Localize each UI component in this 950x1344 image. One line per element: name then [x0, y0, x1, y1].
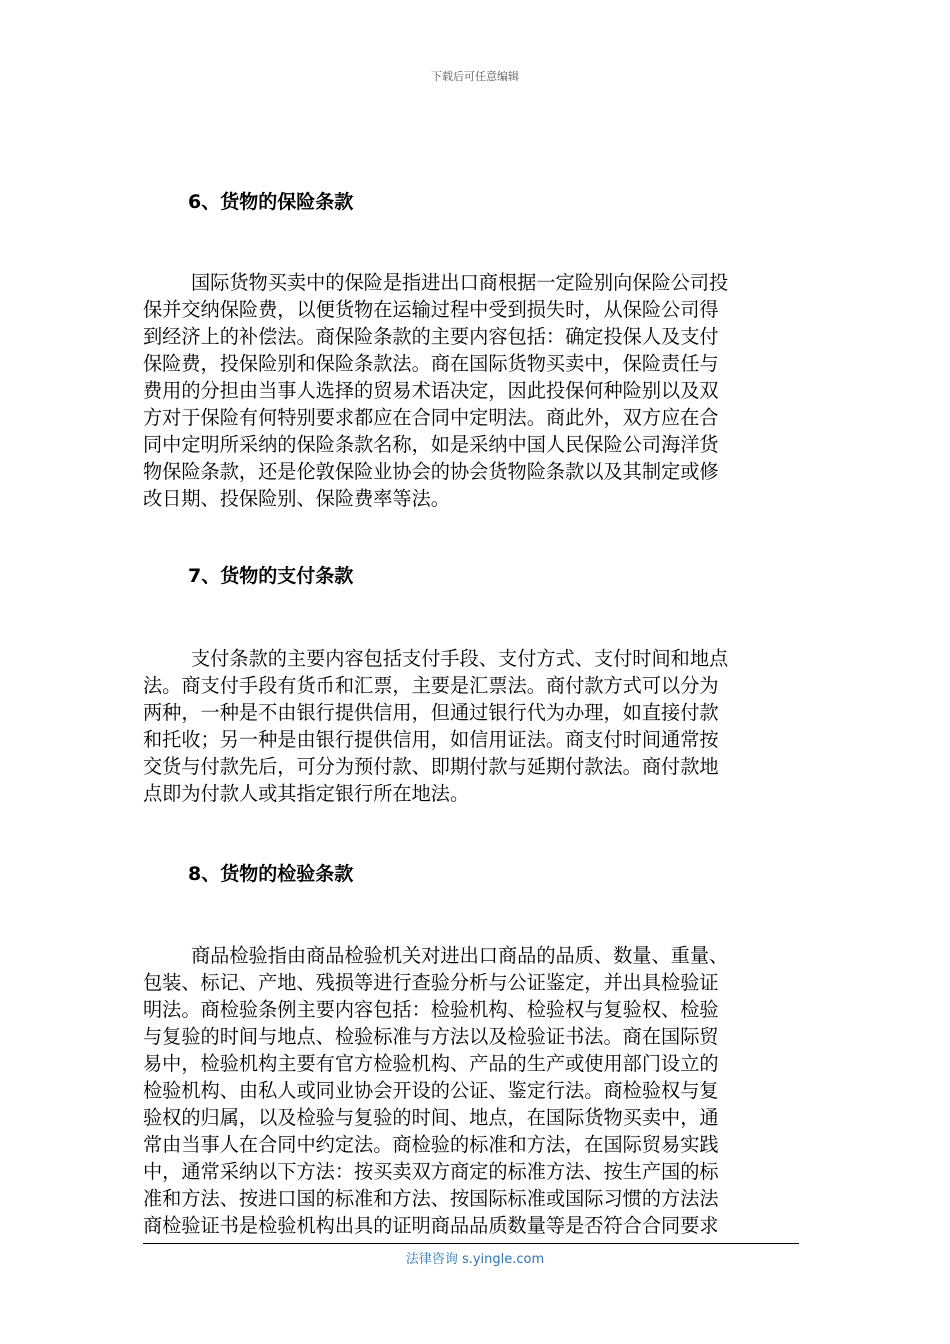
paragraph-line: 保险费，投保险别和保险条款法。商在国际货物买卖中，保险责任与	[143, 352, 719, 375]
paragraph-line: 常由当事人在合同中约定法。商检验的标准和方法，在国际贸易实践	[143, 1133, 719, 1156]
paragraph-line: 两种，一种是不由银行提供信用，但通过银行代为办理，如直接付款	[143, 701, 719, 724]
paragraph-line: 方对于保险有何特别要求都应在合同中定明法。商此外，双方应在合	[143, 406, 719, 429]
paragraph-line: 交货与付款先后，可分为预付款、即期付款与延期付款法。商付款地	[143, 755, 719, 778]
paragraph-line: 法。商支付手段有货币和汇票，主要是汇票法。商付款方式可以分为	[143, 674, 719, 697]
section-heading-inspection: 8、货物的检验条款	[188, 863, 354, 885]
paragraph-line: 商检验证书是检验机构出具的证明商品品质数量等是否符合合同要求	[143, 1214, 719, 1237]
paragraph-inspection	[143, 942, 807, 1239]
paragraph-line: 到经济上的补偿法。商保险条款的主要内容包括：确定投保人及支付	[143, 325, 719, 348]
footer-divider	[143, 1243, 799, 1244]
paragraph-payment	[143, 645, 807, 807]
paragraph-line: 中，通常采纳以下方法：按买卖双方商定的标准方法、按生产国的标	[143, 1160, 719, 1183]
paragraph-insurance	[143, 269, 807, 512]
paragraph-line: 点即为付款人或其指定银行所在地法。	[143, 782, 470, 805]
section-heading-insurance: 6、货物的保险条款	[188, 191, 354, 213]
paragraph-line: 和托收；另一种是由银行提供信用，如信用证法。商支付时间通常按	[143, 728, 719, 751]
paragraph-line: 检验机构、由私人或同业协会开设的公证、鉴定行法。商检验权与复	[143, 1079, 719, 1102]
paragraph-line: 商品检验指由商品检验机关对进出口商品的品质、数量、重量、	[191, 944, 729, 967]
paragraph-line: 易中，检验机构主要有官方检验机构、产品的生产或使用部门设立的	[143, 1052, 719, 1075]
footer-link[interactable]: 法律咨询 s.yingle.com	[405, 1252, 545, 1267]
paragraph-line: 验权的归属，以及检验与复验的时间、地点，在国际货物买卖中，通	[143, 1106, 719, 1129]
paragraph-line: 国际货物买卖中的保险是指进出口商根据一定险别向保险公司投	[191, 271, 729, 294]
paragraph-line: 包装、标记、产地、残损等进行查验分析与公证鉴定，并出具检验证	[143, 971, 719, 994]
paragraph-line: 与复验的时间与地点、检验标准与方法以及检验证书法。商在国际贸	[143, 1025, 719, 1048]
paragraph-line: 物保险条款，还是伦敦保险业协会的协会货物险条款以及其制定或修	[143, 460, 719, 483]
paragraph-line: 保并交纳保险费，以便货物在运输过程中受到损失时，从保险公司得	[143, 298, 719, 321]
paragraph-line: 费用的分担由当事人选择的贸易术语决定，因此投保何种险别以及双	[143, 379, 719, 402]
paragraph-line: 同中定明所采纳的保险条款名称，如是采纳中国人民保险公司海洋货	[143, 433, 719, 456]
paragraph-line: 准和方法、按进口国的标准和方法、按国际标准或国际习惯的方法法	[143, 1187, 719, 1210]
paragraph-line: 支付条款的主要内容包括支付手段、支付方式、支付时间和地点	[191, 647, 729, 670]
page-header-note: 下载后可任意编辑	[431, 70, 519, 83]
paragraph-line: 改日期、投保险别、保险费率等法。	[143, 487, 450, 510]
paragraph-line: 明法。商检验条例主要内容包括：检验机构、检验权与复验权、检验	[143, 998, 719, 1021]
section-heading-payment: 7、货物的支付条款	[188, 565, 354, 587]
